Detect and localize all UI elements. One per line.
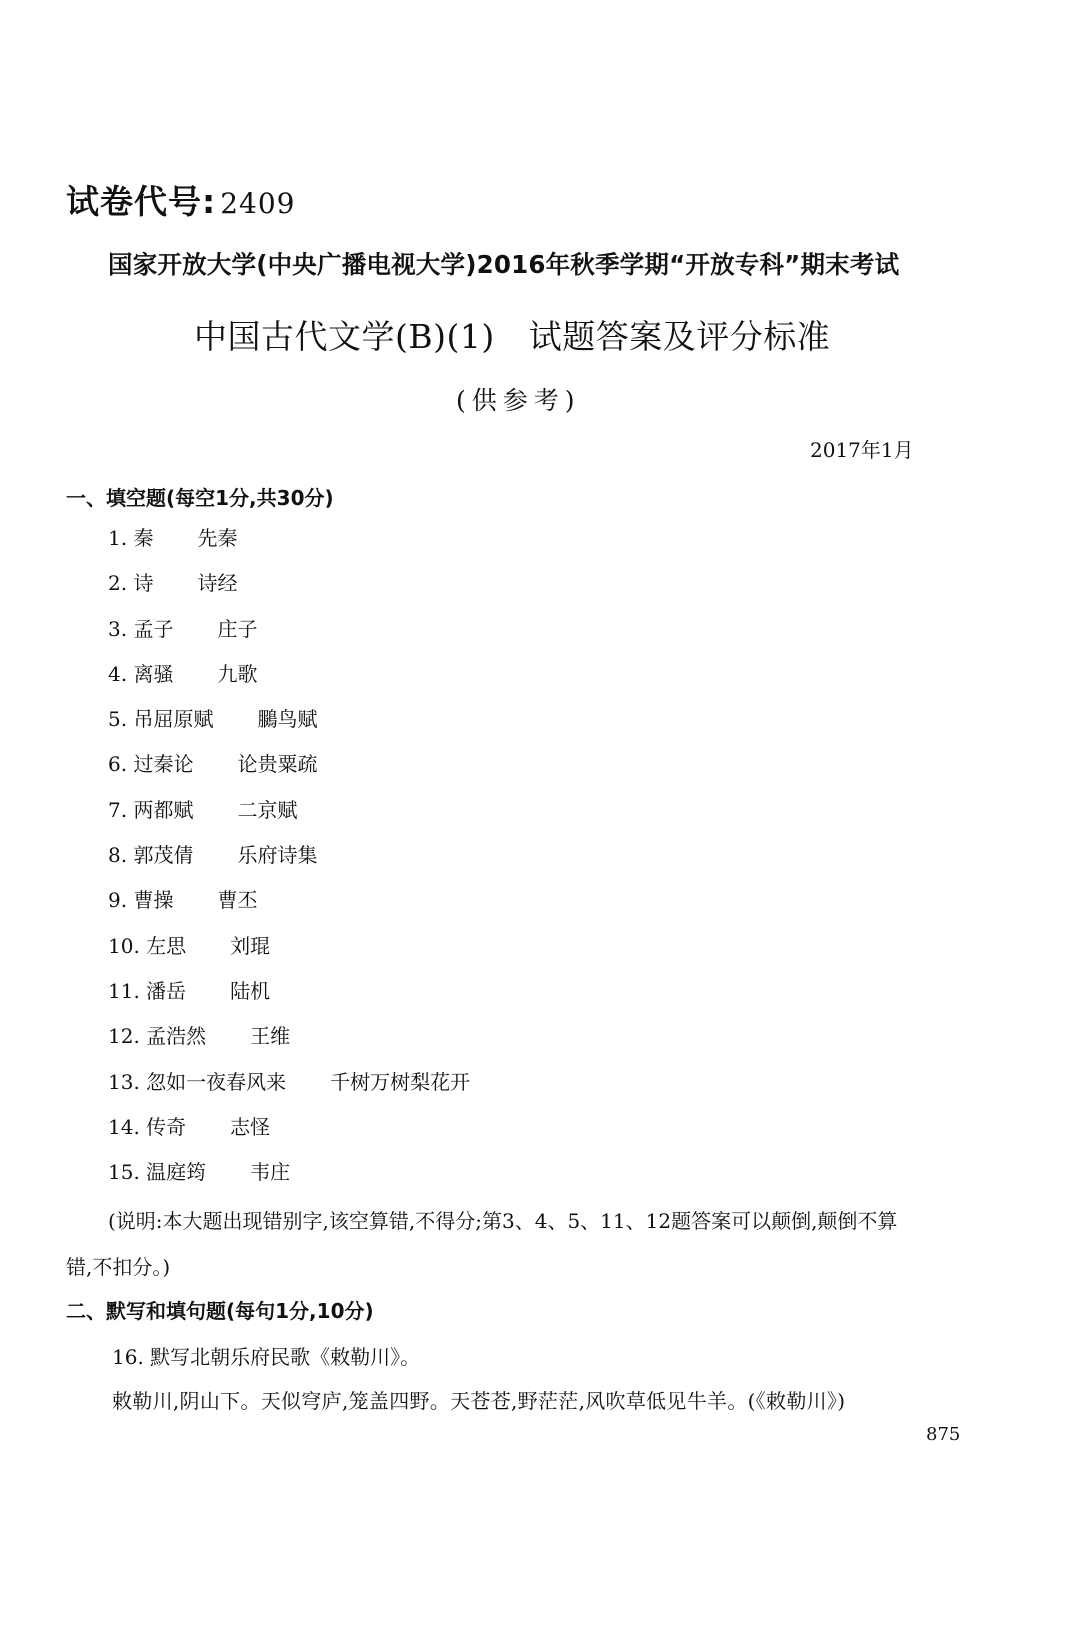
answer-number: 2. <box>108 571 128 596</box>
answer-first: 郭茂倩 <box>133 843 194 868</box>
for-reference-label: (供参考) <box>456 386 581 415</box>
answer-second: 曹丕 <box>217 888 258 913</box>
answer-second: 王维 <box>250 1024 291 1049</box>
answer-number: 12. <box>108 1024 140 1049</box>
scoring-note-line2: 错,不扣分。) <box>66 1255 171 1279</box>
answer-number: 7. <box>108 797 128 822</box>
answer-item <box>108 652 470 697</box>
answer-item <box>108 561 470 606</box>
answer-item <box>108 833 470 878</box>
section2-heading: 二、默写和填句题(每句1分,10分) <box>66 1299 374 1323</box>
answer-first: 温庭筠 <box>146 1160 207 1185</box>
answer-number: 9. <box>108 888 128 913</box>
answer-first: 潘岳 <box>146 978 187 1003</box>
answer-second: 九歌 <box>217 661 258 686</box>
answer-second: 二京赋 <box>237 797 298 822</box>
answer-first: 左思 <box>146 933 187 958</box>
document-title <box>194 311 830 358</box>
answer-number: 1. <box>108 526 128 550</box>
poem-answer: 敕勒川,阴山下。天似穹庐,笼盖四野。天苍苍,野茫茫,风吹草低见牛羊。(《敕勒川》) <box>112 1389 846 1413</box>
answer-first: 忽如一夜春风来 <box>146 1069 287 1094</box>
answer-item <box>108 742 470 787</box>
answer-number: 10. <box>108 933 140 958</box>
answer-list <box>108 516 470 1195</box>
answer-second: 陆机 <box>230 978 271 1003</box>
answer-item <box>108 969 470 1014</box>
answer-item <box>108 1060 470 1105</box>
scoring-note-line1: (说明:本大题出现错别字,该空算错,不得分;第3、4、5、11、12题答案可以颠倒,颠倒不算 <box>108 1209 898 1233</box>
answer-first: 两都赋 <box>133 797 194 822</box>
answer-item <box>108 516 470 561</box>
answer-number: 14. <box>108 1114 140 1139</box>
answer-second: 论贵粟疏 <box>237 752 318 777</box>
answer-number: 4. <box>108 661 128 686</box>
answer-first: 曹操 <box>133 888 174 913</box>
answer-second: 志怪 <box>230 1114 271 1139</box>
answer-number: 6. <box>108 752 128 777</box>
answer-key-title: 试题答案及评分标准 <box>528 317 831 356</box>
exam-title: 国家开放大学(中央广播电视大学)2016年秋季学期“开放专科”期末考试 <box>108 250 900 279</box>
answer-item <box>108 697 470 742</box>
page-number: 875 <box>926 1424 961 1445</box>
answer-item <box>108 878 470 923</box>
paper-code-label: 试卷代号: <box>66 182 217 221</box>
answer-item <box>108 1150 470 1195</box>
answer-number: 8. <box>108 843 128 868</box>
answer-item <box>108 788 470 833</box>
answer-second: 鵩鸟赋 <box>257 707 318 732</box>
answer-second: 刘琨 <box>230 933 271 958</box>
answer-item <box>108 924 470 969</box>
answer-second: 千树万树梨花开 <box>330 1069 471 1094</box>
answer-first: 离骚 <box>133 661 174 686</box>
answer-second: 庄子 <box>217 616 258 641</box>
course-title: 中国古代文学(B)(1) <box>194 317 495 356</box>
answer-first: 孟浩然 <box>146 1024 207 1049</box>
answer-first: 孟子 <box>133 616 174 641</box>
answer-first: 过秦论 <box>133 752 194 777</box>
answer-first: 诗 <box>133 571 154 596</box>
answer-item <box>108 1105 470 1150</box>
answer-number: 13. <box>108 1069 140 1094</box>
document-date: 2017年1月 <box>810 438 914 462</box>
answer-second: 先秦 <box>197 526 238 550</box>
answer-second: 诗经 <box>197 571 238 596</box>
answer-number: 3. <box>108 616 128 641</box>
paper-code-number: 2409 <box>220 187 296 220</box>
answer-item <box>108 1014 470 1059</box>
section1-heading: 一、填空题(每空1分,共30分) <box>66 486 334 510</box>
answer-second: 乐府诗集 <box>237 843 318 868</box>
answer-first: 传奇 <box>146 1114 187 1139</box>
answer-first: 吊屈原赋 <box>133 707 214 732</box>
answer-first: 秦 <box>133 526 154 550</box>
answer-second: 韦庄 <box>250 1160 291 1185</box>
answer-number: 11. <box>108 978 140 1003</box>
question-16: 16. 默写北朝乐府民歌《敕勒川》。 <box>112 1345 421 1369</box>
answer-number: 5. <box>108 707 128 732</box>
answer-item <box>108 607 470 652</box>
paper-code <box>66 176 295 223</box>
answer-number: 15. <box>108 1160 140 1185</box>
